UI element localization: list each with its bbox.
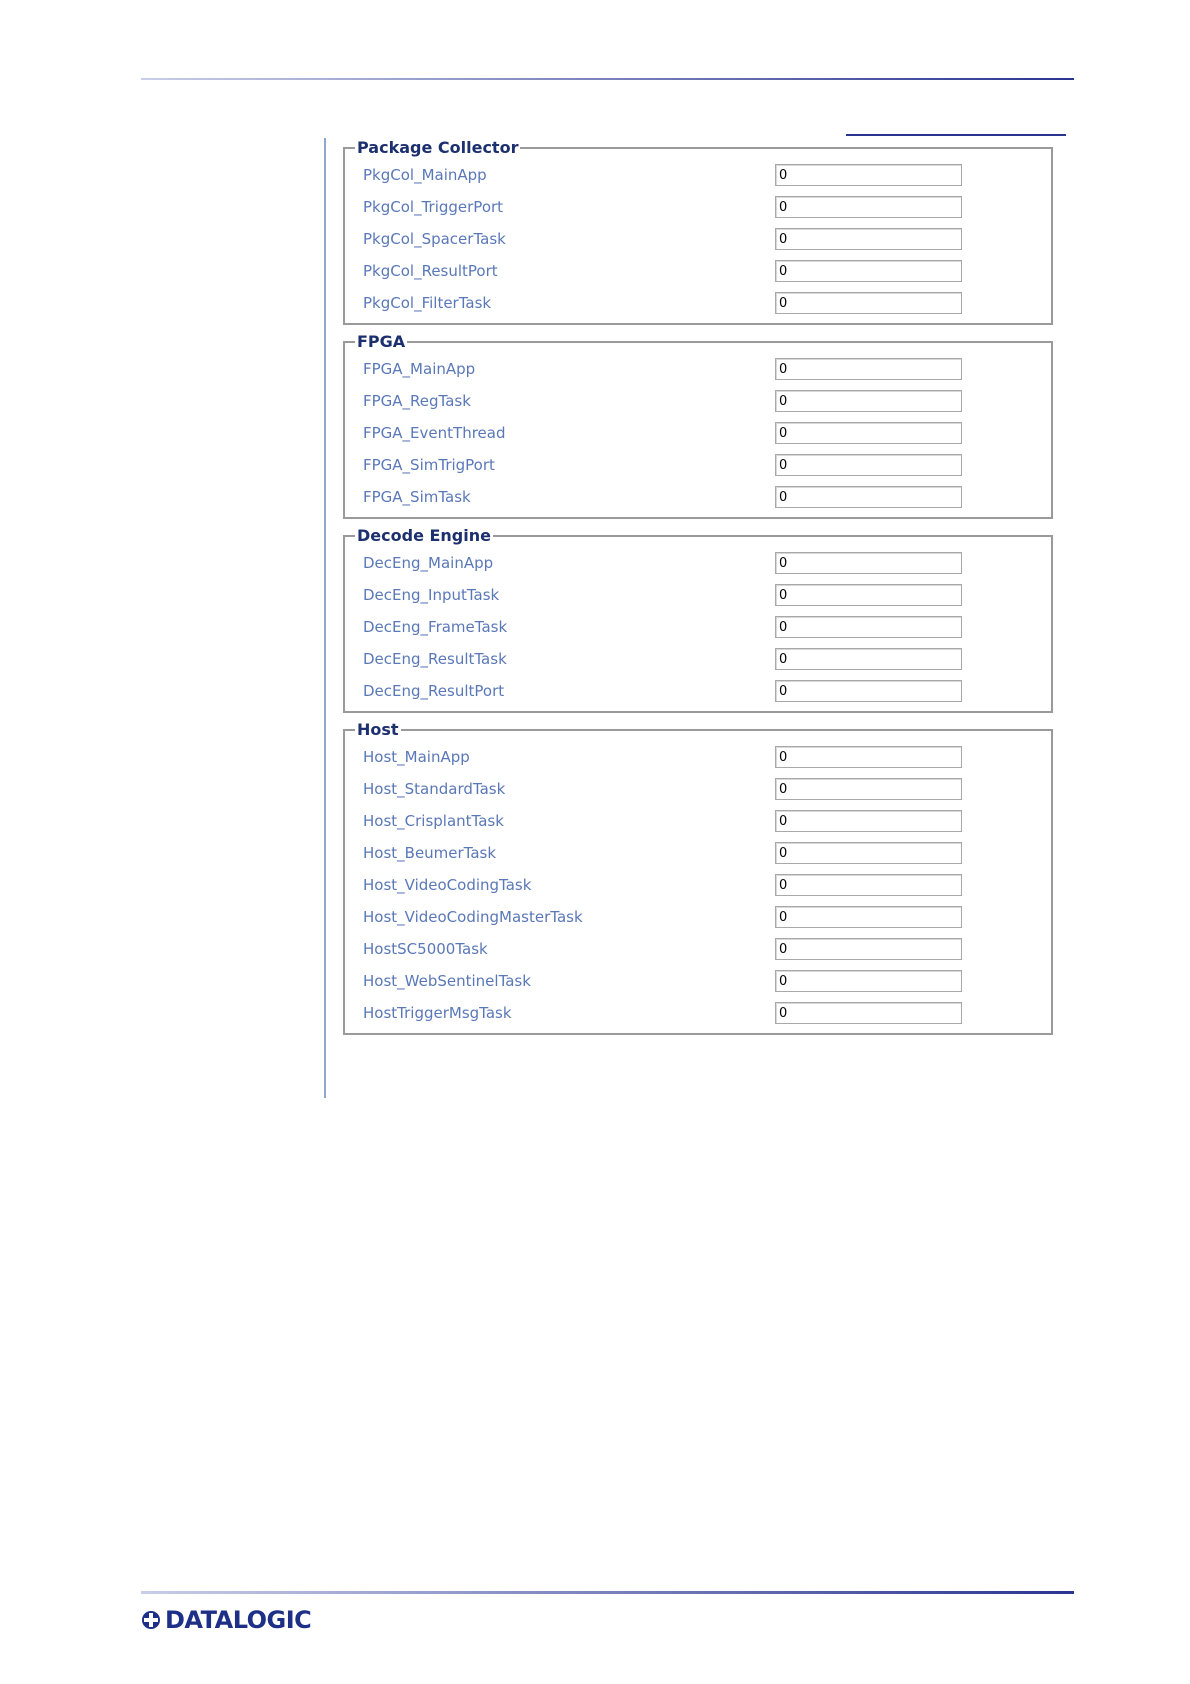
logo-text: DATALOGIC	[165, 1606, 312, 1634]
field-label: HostSC5000Task	[363, 940, 488, 958]
field-label: Host_MainApp	[363, 748, 470, 766]
section-title: Package Collector	[357, 138, 519, 157]
field-label: Host_WebSentinelTask	[363, 972, 531, 990]
priority-input[interactable]	[775, 616, 962, 638]
field-label: FPGA_RegTask	[363, 392, 471, 410]
field-label: DecEng_InputTask	[363, 586, 500, 604]
form-row	[345, 159, 1051, 191]
datalogic-mark-icon	[141, 1610, 161, 1630]
priority-input[interactable]	[775, 292, 962, 314]
form-row	[345, 579, 1051, 611]
priority-input[interactable]	[775, 358, 962, 380]
section-underline	[846, 134, 1066, 136]
field-label: DecEng_FrameTask	[363, 618, 508, 636]
field-label: DecEng_ResultTask	[363, 650, 507, 668]
form-row	[345, 773, 1051, 805]
form-row	[345, 741, 1051, 773]
priority-input[interactable]	[775, 228, 962, 250]
priority-input[interactable]	[775, 390, 962, 412]
field-label: FPGA_MainApp	[363, 360, 476, 378]
priority-input[interactable]	[775, 778, 962, 800]
priority-input[interactable]	[775, 746, 962, 768]
priority-input[interactable]	[775, 422, 962, 444]
field-label: PkgCol_TriggerPort	[363, 198, 504, 216]
field-label: Host_CrisplantTask	[363, 812, 504, 830]
priority-input[interactable]	[775, 648, 962, 670]
header-divider	[141, 78, 1074, 80]
form-row	[345, 223, 1051, 255]
section-host	[343, 720, 1053, 1035]
priority-input[interactable]	[775, 680, 962, 702]
priority-input[interactable]	[775, 260, 962, 282]
section-fpga	[343, 332, 1053, 519]
section-title: Host	[357, 720, 399, 739]
form-row	[345, 385, 1051, 417]
section-package-collector	[343, 138, 1053, 325]
form-row	[345, 611, 1051, 643]
section-title: Decode Engine	[357, 526, 491, 545]
form-row	[345, 287, 1051, 319]
form-row	[345, 191, 1051, 223]
task-priority-form	[343, 138, 1053, 1042]
priority-input[interactable]	[775, 552, 962, 574]
priority-input[interactable]	[775, 874, 962, 896]
form-row	[345, 869, 1051, 901]
priority-input[interactable]	[775, 486, 962, 508]
priority-input[interactable]	[775, 584, 962, 606]
field-label: Host_VideoCodingMasterTask	[363, 908, 583, 926]
form-row	[345, 675, 1051, 707]
priority-input[interactable]	[775, 842, 962, 864]
priority-input[interactable]	[775, 196, 962, 218]
section-title: FPGA	[357, 332, 406, 351]
field-label: FPGA_EventThread	[363, 424, 506, 442]
field-label: HostTriggerMsgTask	[363, 1004, 512, 1022]
form-row	[345, 449, 1051, 481]
priority-input[interactable]	[775, 1002, 962, 1024]
priority-input[interactable]	[775, 970, 962, 992]
priority-input[interactable]	[775, 906, 962, 928]
field-label: Host_BeumerTask	[363, 844, 497, 862]
priority-input[interactable]	[775, 164, 962, 186]
form-row	[345, 353, 1051, 385]
field-label: Host_VideoCodingTask	[363, 876, 532, 894]
field-label: DecEng_ResultPort	[363, 682, 505, 700]
footer-divider	[141, 1591, 1074, 1594]
priority-input[interactable]	[775, 938, 962, 960]
form-row	[345, 997, 1051, 1029]
form-row	[345, 255, 1051, 287]
field-label: Host_StandardTask	[363, 780, 506, 798]
field-label: FPGA_SimTrigPort	[363, 456, 495, 474]
content-side-rule	[324, 138, 326, 1098]
field-label: PkgCol_SpacerTask	[363, 230, 506, 248]
field-label: PkgCol_FilterTask	[363, 294, 492, 312]
form-row	[345, 837, 1051, 869]
form-row	[345, 805, 1051, 837]
form-row	[345, 965, 1051, 997]
field-label: PkgCol_MainApp	[363, 166, 487, 184]
form-row	[345, 481, 1051, 513]
datalogic-logo	[141, 1606, 311, 1634]
field-label: PkgCol_ResultPort	[363, 262, 498, 280]
form-row	[345, 643, 1051, 675]
priority-input[interactable]	[775, 454, 962, 476]
form-row	[345, 547, 1051, 579]
priority-input[interactable]	[775, 810, 962, 832]
field-label: FPGA_SimTask	[363, 488, 471, 506]
section-decode-engine	[343, 526, 1053, 713]
form-row	[345, 933, 1051, 965]
form-row	[345, 417, 1051, 449]
field-label: DecEng_MainApp	[363, 554, 494, 572]
form-row	[345, 901, 1051, 933]
